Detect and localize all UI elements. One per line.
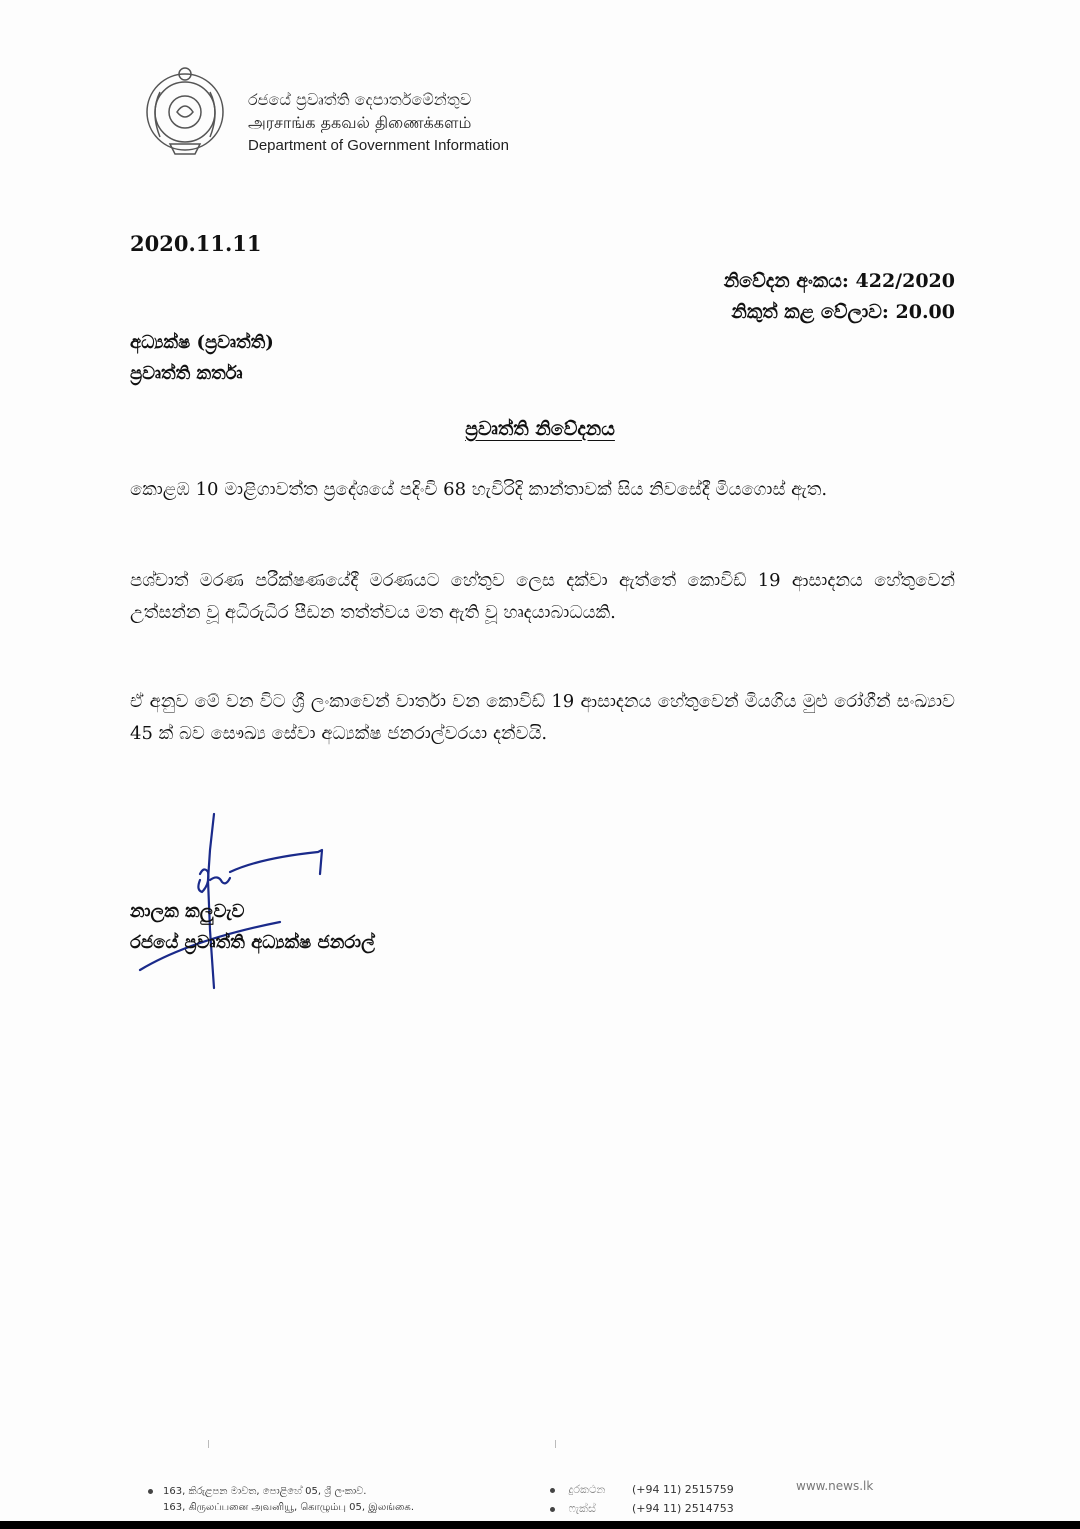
- footer-address: [148, 1484, 414, 1516]
- document-heading: [0, 418, 1080, 440]
- recipients: [130, 327, 274, 389]
- org-name-tamil: அரசாங்க தகவல் திணைக்களம்: [248, 113, 472, 132]
- footer-mark: [208, 1440, 209, 1448]
- release-time-value: 20.00: [895, 301, 955, 323]
- reference-label: නිවේදන අංකය:: [723, 270, 849, 292]
- address-line-tamil: 163, கிருலப்பனை அவனியூ, கொழும்பு 05, இலங்கை.: [163, 1502, 415, 1513]
- fax-number: (+94 11) 2514753: [632, 1502, 734, 1515]
- reference-block: [724, 266, 955, 328]
- release-date: 2020.11.11: [130, 231, 262, 256]
- org-name-sinhala: රජයේ ප්‍රවෘත්ති දෙපාර්තමේන්තුව: [248, 90, 472, 109]
- organization-name: [248, 88, 608, 157]
- bullet-icon: [550, 1507, 555, 1512]
- paragraph-2: පශ්චාත් මරණ පරීක්ෂණයේදී මරණයට හේතුව ලෙස දක්වා ඇත්තේ කොවිඩ් 19 ආසාදනය හේතුවෙන් උත්සන්න වූ අධිරුධිර පීඩන තත්ත්වය මත ඇති වූ හෘදයාබාධයකි.: [130, 570, 955, 623]
- paragraph-3: ඒ අනුව මේ වන විට ශ්‍රී ලංකාවෙන් වාර්තා වන කොවිඩ් 19 ආසාදනය හේතුවෙන් මියගිය මුළු රෝගීන් සංඛ්‍යාව 45 ක් බව සෞඛ්‍ය සේවා අධ්‍යක්ෂ ජනරාල්වරයා දන්වයි.: [130, 691, 955, 744]
- heading-text: ප්‍රවෘත්ති නිවේදනය: [465, 418, 615, 440]
- recipient-line: ප්‍රවෘත්ති කර්තෘ: [130, 363, 243, 384]
- footer-mark: [555, 1440, 556, 1448]
- signer-title: රජයේ ප්‍රවෘත්ති අධ්‍යක්ෂ ජනරාල්: [130, 932, 375, 953]
- address-line-sinhala: 163, කිරුළපන මාවත, පොළිහේ 05, ශ්‍රී ලංකාව.: [148, 1484, 414, 1500]
- release-time-label: නිකුත් කළ වේලාව:: [731, 301, 889, 323]
- national-emblem-icon: [140, 62, 230, 162]
- bullet-icon: [550, 1488, 555, 1493]
- org-name-english: Department of Government Information: [248, 137, 509, 154]
- fax-line: [550, 1499, 734, 1518]
- signer-block: [130, 896, 375, 958]
- website-link[interactable]: www.news.lk: [796, 1479, 874, 1493]
- reference-value: 422/2020: [855, 270, 955, 292]
- bottom-bar: [0, 1521, 1080, 1529]
- recipient-line: අධ්‍යක්ෂ (ප්‍රවෘත්ති): [130, 332, 274, 353]
- footer-contact: [550, 1480, 734, 1518]
- fax-label: ෆැක්ස්: [568, 1502, 596, 1515]
- paragraph-1: කොළඹ 10 මාළිගාවත්ත ප්‍රදේශයේ පදිංචි 68 හැවිරිදි කාන්තාවක් සිය නිවසේදී මියගොස් ඇත.: [130, 479, 828, 500]
- phone-label: දුරකථන: [568, 1483, 606, 1496]
- release-time-line: [724, 297, 955, 328]
- bullet-icon: [148, 1489, 153, 1494]
- signer-name: නාලක කලුවැව: [130, 901, 245, 922]
- phone-line: [550, 1480, 734, 1499]
- reference-number-line: [724, 266, 955, 297]
- phone-number: (+94 11) 2515759: [632, 1483, 734, 1496]
